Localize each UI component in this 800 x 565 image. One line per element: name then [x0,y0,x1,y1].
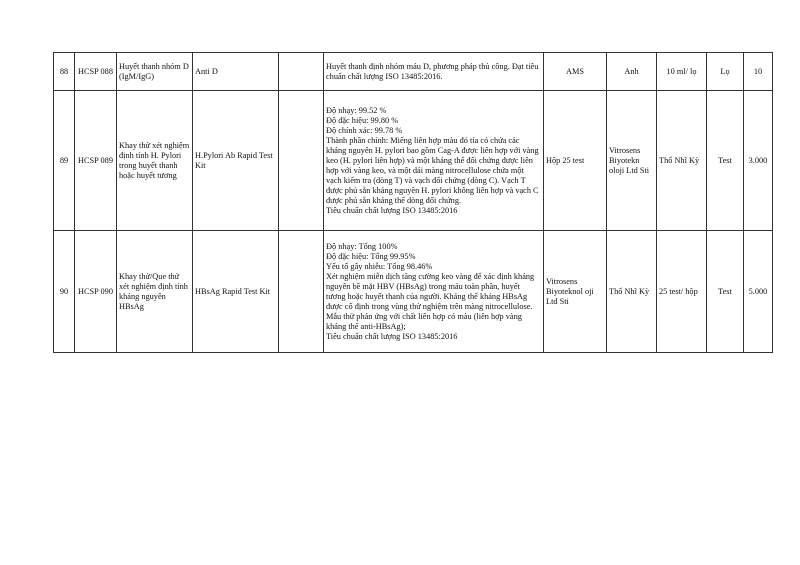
cell-stt: 89 [54,91,75,231]
cell-product: Anti D [193,53,279,91]
spec-line: Độ chính xác: 99.78 % [326,125,403,135]
cell-code: HCSP 090 [75,231,117,353]
spec-line: Yếu tố gây nhiễu: Tổng 98.46% [326,261,433,271]
spec-line: Xét nghiệm miễn dịch tăng cường keo vàng để xác định kháng nguyên bề mặt HBV (HBsAg) trong máu toàn phần, huyết tương hoặc huyết thanh của người. Kháng thể kháng HBsAg được cố định trong vùng thử nghiệm trên màng nitrocellulose. Mẫu thử phản ứng với chất liên hợp có màu (liên hợp vàng kháng thể anti-HBsAg); [326,271,535,331]
cell-blank [279,91,324,231]
cell-packing: Hộp 25 test [544,91,607,231]
cell-stt: 88 [54,53,75,91]
cell-spec [324,231,544,353]
cell-packing: Vitrosens Biyoteknol oji Ltd Sti [544,231,607,353]
cell-manufacturer: Thổ Nhĩ Kỳ [607,231,657,353]
cell-manufacturer: Anh [607,53,657,91]
spec-line: Huyết thanh định nhóm máu D, phương pháp thủ công. Đạt tiêu chuẩn chất lượng ISO 13485:2016. [326,61,539,81]
spec-line: Độ nhạy: 99.52 % [326,105,387,115]
table-row [54,91,773,231]
table-row [54,231,773,353]
spec-line: Độ đặc hiệu: Tổng 99.95% [326,251,416,261]
cell-name: Huyết thanh nhóm D (IgM/IgG) [117,53,193,91]
cell-spec [324,53,544,91]
cell-code: HCSP 088 [75,53,117,91]
cell-origin: 10 ml/ lọ [657,53,707,91]
spec-line: Tiêu chuẩn chất lượng ISO 13485:2016 [326,331,458,341]
spec-line: Thành phần chính: Miếng liên hợp màu đỏ tía có chứa các kháng nguyên H. pylori bao gồm Cag-A được liên hợp với vàng keo (H. pylori liên hợp) và một kháng thể đối chứng được liên hợp với vàng keo, và một dải màng nitrocellulose chứa một vạch kiểm tra (dòng T) và vạch đối chứng (dòng C). Vạch T được phủ sẵn kháng nguyên H. pylori không liên hợp và vạch C được phủ sẵn kháng thể dòng đối chứng. [326,135,539,205]
cell-unit: Lọ [707,53,744,91]
cell-code: HCSP 089 [75,91,117,231]
cell-product: HBsAg Rapid Test Kit [193,231,279,353]
table-row [54,53,773,91]
spec-line: Tiêu chuẩn chất lượng ISO 13485:2016 [326,205,458,215]
cell-name: Khay thử xét nghiệm định tính H. Pylori trong huyết thanh hoặc huyết tương [117,91,193,231]
cell-packing: AMS [544,53,607,91]
cell-blank [279,231,324,353]
cell-origin: 25 test/ hộp [657,231,707,353]
cell-unit: Test [707,91,744,231]
cell-name: Khay thử/Que thử xét nghiệm định tính kháng nguyên HBsAg [117,231,193,353]
cell-qty: 3.000 [744,91,773,231]
cell-manufacturer: Vitrosens Biyotekn oloji Ltd Sti [607,91,657,231]
cell-qty: 5.000 [744,231,773,353]
spec-line: Độ nhạy: Tổng 100% [326,241,398,251]
cell-blank [279,53,324,91]
cell-unit: Test [707,231,744,353]
cell-stt: 90 [54,231,75,353]
spec-line: Độ đặc hiệu: 99.80 % [326,115,399,125]
cell-qty: 10 [744,53,773,91]
cell-spec [324,91,544,231]
product-spec-table [53,52,773,353]
cell-product: H.Pylori Ab Rapid Test Kit [193,91,279,231]
cell-origin: Thổ Nhĩ Kỳ [657,91,707,231]
